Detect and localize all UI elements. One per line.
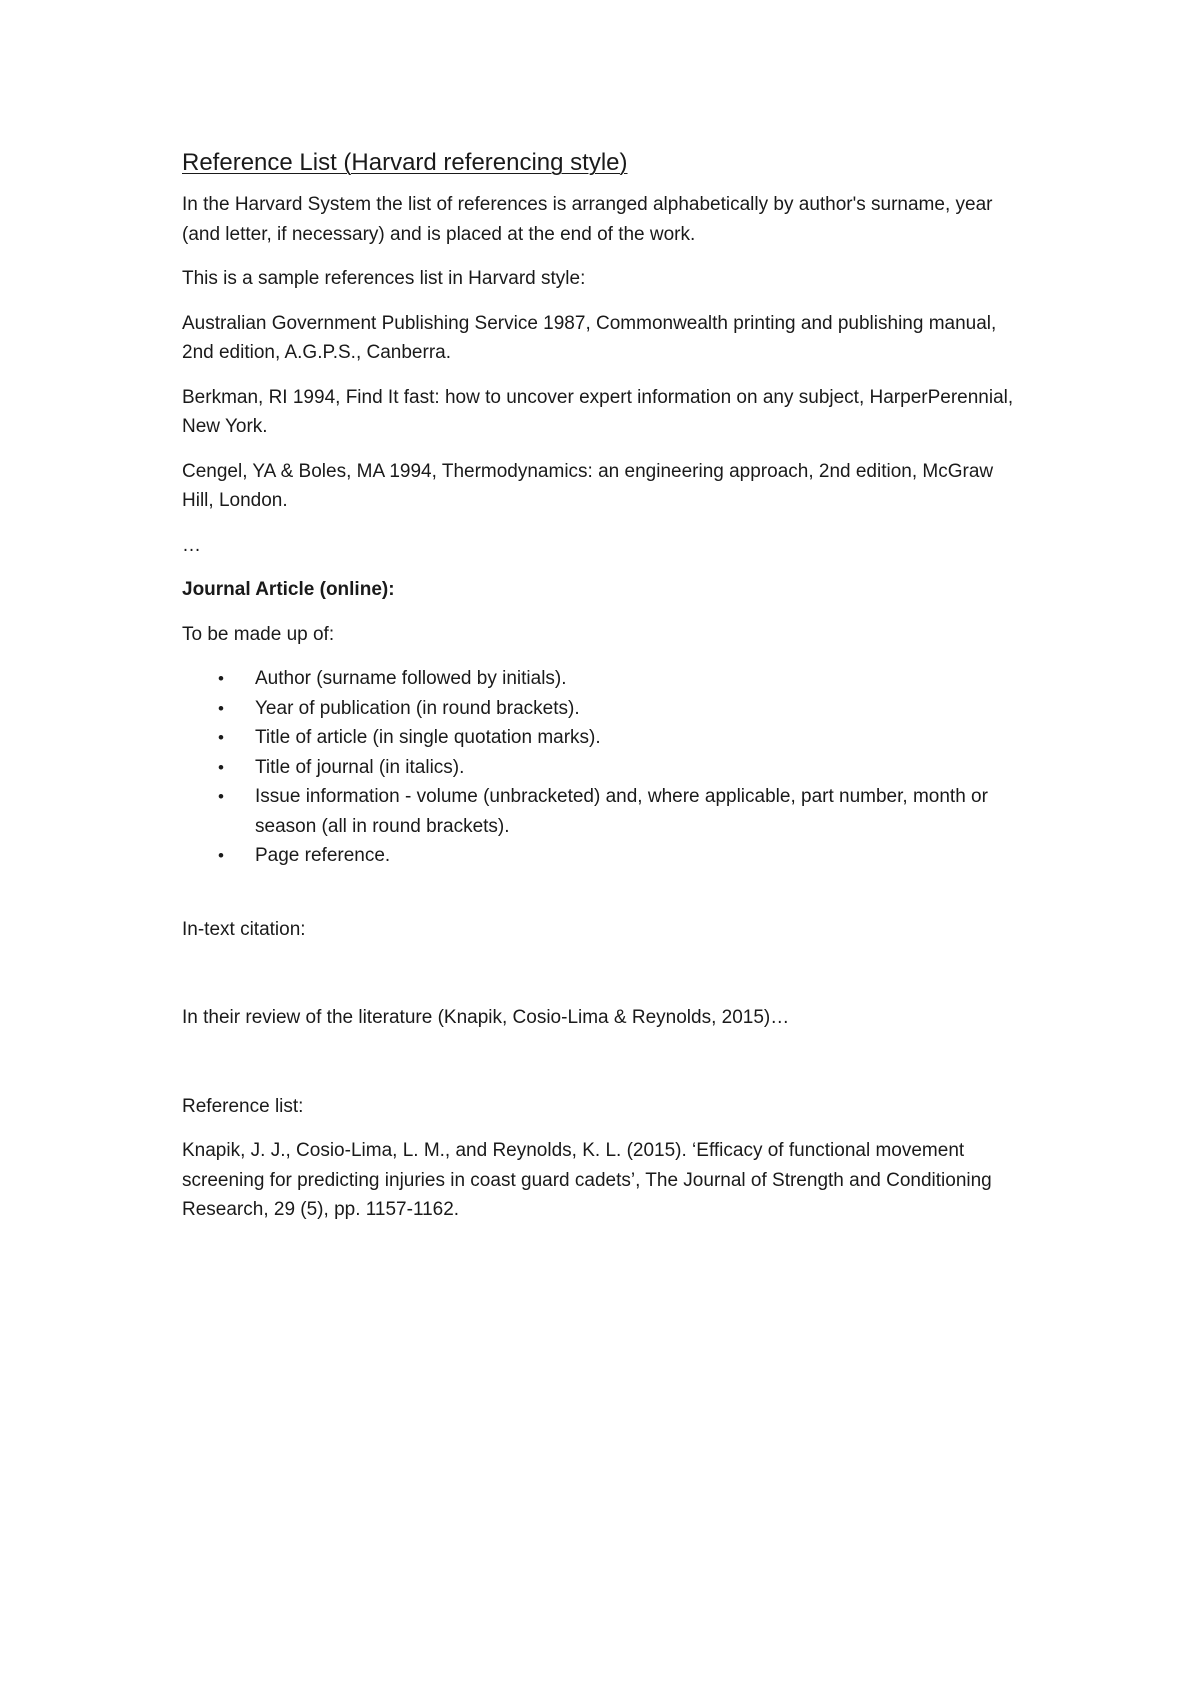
sample-intro-paragraph: This is a sample references list in Harvard style: [182, 268, 586, 289]
ellipsis: … [182, 534, 201, 556]
document-page [182, 146, 1022, 1240]
bullet-icon: • [218, 698, 224, 718]
spacer [182, 871, 1022, 915]
spacer [182, 959, 1022, 1003]
list-item [182, 841, 1022, 871]
reference-list-label: Reference list: [182, 1095, 304, 1117]
journal-article-heading: Journal Article (online): [182, 579, 395, 600]
bullet-icon: • [218, 846, 224, 865]
in-text-citation-label: In-text citation: [182, 918, 306, 940]
list-item-text: Year of publication (in round brackets). [255, 697, 580, 719]
bullet-icon: • [218, 757, 224, 777]
page-title: Reference List (Harvard referencing style) [182, 149, 628, 176]
bullet-icon: • [218, 669, 224, 688]
list-item [182, 753, 1022, 783]
list-item [182, 782, 1022, 841]
components-list [182, 664, 1022, 871]
made-up-of-label: To be made up of: [182, 623, 335, 645]
spacer [182, 1048, 1022, 1092]
list-item [182, 664, 1022, 694]
list-item-text: Page reference. [255, 845, 391, 866]
reference-entry-berkman: Berkman, RI 1994, Find It fast: how to uncover expert information on any subject, HarperPerennial, New York. [182, 386, 1014, 437]
list-item [182, 723, 1022, 753]
reference-list-example: Knapik, J. J., Cosio-Lima, L. M., and Reynolds, K. L. (2015). ‘Efficacy of functional movement screening for predicting injuries in coast guard cadets’, The Journal of Strength and Conditioning Research, 29 (5), pp. 1157-1162. [182, 1140, 992, 1220]
list-item-text: Title of journal (in italics). [255, 756, 465, 778]
in-text-citation-example: In their review of the literature (Knapik, Cosio-Lima & Reynolds, 2015)… [182, 1007, 790, 1028]
intro-paragraph: In the Harvard System the list of references is arranged alphabetically by author's surname, year (and letter, if necessary) and is placed at the end of the work. [182, 194, 993, 245]
reference-entry-cengel: Cengel, YA & Boles, MA 1994, Thermodynamics: an engineering approach, 2nd edition, McGraw Hill, London. [182, 460, 994, 511]
reference-entry-agps: Australian Government Publishing Service 1987, Commonwealth printing and publishing manual, 2nd edition, A.G.P.S., Canberra. [182, 312, 997, 363]
bullet-icon: • [218, 728, 224, 747]
list-item-text: Title of article (in single quotation marks). [255, 727, 601, 748]
list-item-text: Author (surname followed by initials). [255, 668, 567, 689]
list-item [182, 694, 1022, 724]
list-item-text: Issue information - volume (unbracketed) and, where applicable, part number, month or season (all in round brackets). [255, 786, 988, 837]
bullet-icon: • [218, 787, 224, 806]
